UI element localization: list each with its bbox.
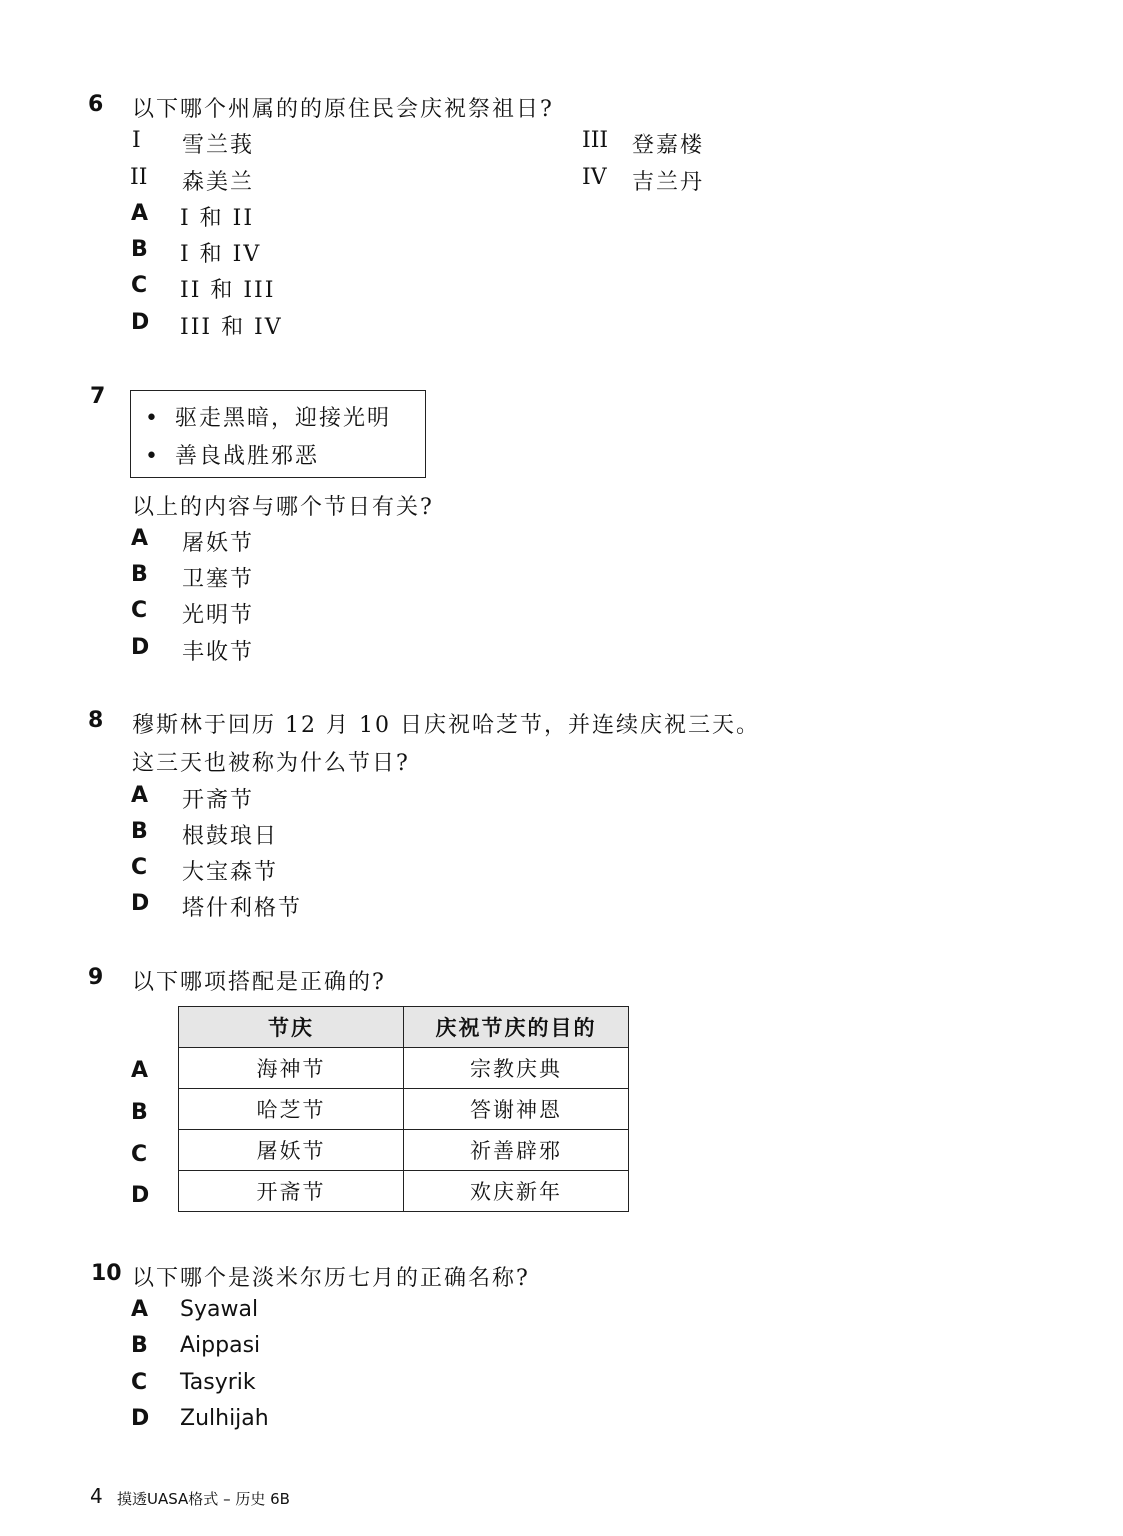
option-text[interactable]: Aippasi	[180, 1333, 261, 1358]
option-letter: A	[131, 1297, 149, 1322]
option-letter: D	[131, 891, 150, 916]
purpose-cell: 答谢神恩	[404, 1089, 629, 1130]
question-stem: 以下哪个是淡米尔历七月的正确名称?	[132, 1266, 530, 1291]
option-text[interactable]: 光明节	[182, 603, 255, 628]
item-text: 吉兰丹	[632, 170, 705, 195]
option-letter: D	[131, 310, 150, 335]
roman-numeral: I	[132, 128, 141, 153]
option-letter[interactable]: B	[131, 1100, 148, 1125]
bullet-text: 驱走黑暗，迎接光明	[174, 406, 391, 431]
roman-numeral: II	[130, 165, 148, 190]
table-row	[179, 1089, 629, 1130]
table-row	[179, 1171, 629, 1212]
option-letter[interactable]: C	[131, 1142, 148, 1167]
page-number: 4	[90, 1484, 103, 1508]
item-text: 雪兰莪	[182, 133, 255, 158]
option-letter: C	[131, 1370, 148, 1395]
option-letter: A	[131, 526, 149, 551]
option-text[interactable]: III 和 IV	[180, 315, 283, 340]
question-number: 7	[90, 384, 106, 409]
festival-cell: 屠妖节	[179, 1130, 404, 1171]
option-letter: A	[131, 783, 149, 808]
option-letter: C	[131, 598, 148, 623]
option-letter: B	[131, 1333, 148, 1358]
question-number: 6	[88, 92, 104, 117]
option-letter: B	[131, 237, 148, 262]
purpose-cell: 宗教庆典	[404, 1048, 629, 1089]
question-stem: 穆斯林于回历 12 月 10 日庆祝哈芝节，并连续庆祝三天。	[132, 713, 760, 738]
option-text[interactable]: 开斋节	[182, 788, 255, 813]
bullet-item	[145, 439, 319, 470]
festival-cell: 海神节	[179, 1048, 404, 1089]
festival-cell: 开斋节	[179, 1171, 404, 1212]
roman-numeral: III	[582, 128, 609, 153]
table-row	[179, 1048, 629, 1089]
column-header: 庆祝节庆的目的	[404, 1007, 629, 1048]
option-text[interactable]: 卫塞节	[182, 567, 255, 592]
option-letter: A	[131, 201, 149, 226]
option-text[interactable]: Syawal	[180, 1297, 259, 1322]
question-number: 10	[91, 1261, 122, 1286]
option-text[interactable]: 屠妖节	[182, 531, 255, 556]
bullet-text: 善良战胜邪恶	[174, 444, 319, 469]
option-text[interactable]: Tasyrik	[180, 1370, 256, 1395]
option-text[interactable]: I 和 II	[180, 206, 255, 231]
option-text[interactable]: 根鼓琅日	[182, 824, 279, 849]
table-row	[179, 1130, 629, 1171]
purpose-cell: 祈善辟邪	[404, 1130, 629, 1171]
item-text: 登嘉楼	[632, 133, 705, 158]
option-letter: D	[131, 1406, 150, 1431]
matching-table	[178, 1006, 629, 1212]
bullet-dot-icon: •	[145, 406, 160, 431]
option-text[interactable]: II 和 III	[180, 278, 276, 303]
footer-title: 摸透UASA格式 – 历史 6B	[117, 1490, 290, 1508]
option-letter: D	[131, 635, 150, 660]
roman-numeral: IV	[582, 165, 607, 190]
option-text[interactable]: I 和 IV	[180, 242, 262, 267]
question-stem: 以上的内容与哪个节日有关?	[132, 495, 434, 520]
festival-cell: 哈芝节	[179, 1089, 404, 1130]
option-text[interactable]: 丰收节	[182, 640, 255, 665]
stimulus-box	[130, 390, 426, 478]
option-text[interactable]: 大宝森节	[182, 860, 279, 885]
purpose-cell: 欢庆新年	[404, 1171, 629, 1212]
option-letter: C	[131, 855, 148, 880]
item-text: 森美兰	[182, 170, 255, 195]
option-text[interactable]: Zulhijah	[180, 1406, 269, 1431]
option-text[interactable]: 塔什利格节	[182, 896, 303, 921]
option-letter: B	[131, 562, 148, 587]
question-stem: 以下哪个州属的的原住民会庆祝祭祖日?	[132, 97, 554, 122]
question-number: 9	[88, 965, 104, 990]
option-letter[interactable]: D	[131, 1183, 150, 1208]
option-letter: C	[131, 273, 148, 298]
question-number: 8	[88, 708, 104, 733]
column-header: 节庆	[179, 1007, 404, 1048]
bullet-item	[145, 401, 391, 432]
table-header-row	[179, 1007, 629, 1048]
option-letter[interactable]: A	[131, 1058, 149, 1083]
question-stem: 以下哪项搭配是正确的?	[132, 970, 386, 995]
question-stem: 这三天也被称为什么节日?	[132, 751, 410, 776]
option-letter: B	[131, 819, 148, 844]
bullet-dot-icon: •	[145, 444, 160, 469]
